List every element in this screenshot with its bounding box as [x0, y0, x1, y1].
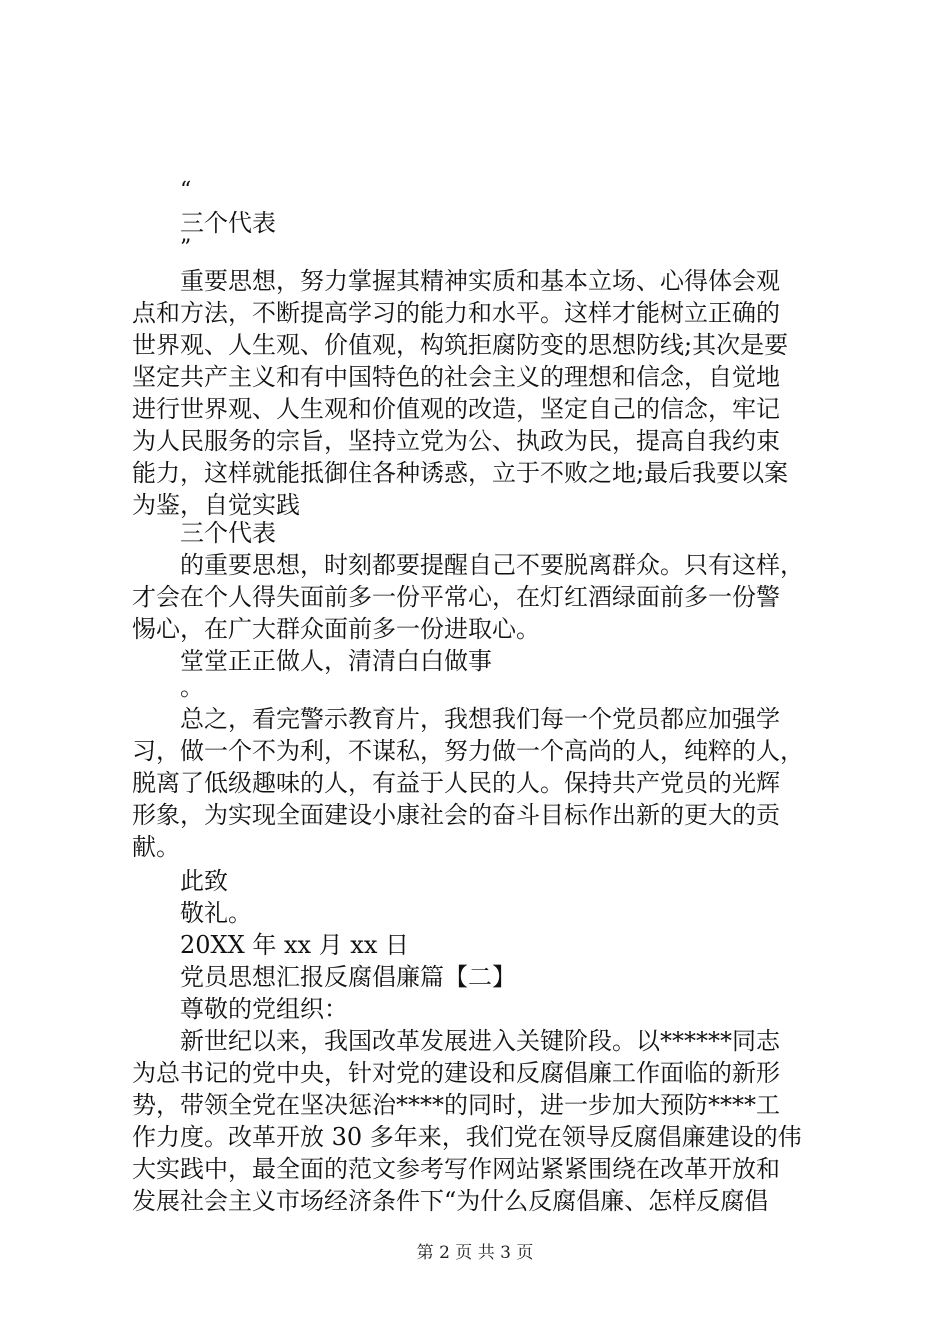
- text-line: 。: [180, 673, 204, 701]
- text-line: 大实践中，最全面的范文参考写作网站紧紧围绕在改革开放和: [132, 1155, 780, 1183]
- closing-salutation: 此致: [180, 867, 228, 895]
- text-line: 总之，看完警示教育片，我想我们每一个党员都应加强学: [180, 705, 780, 733]
- text-line: 为鉴，自觉实践: [132, 491, 300, 519]
- text-line: 作力度。改革开放 30 多年来，我们党在领导反腐倡廉建设的伟: [132, 1123, 802, 1151]
- text-line: 新世纪以来，我国改革发展进入关键阶段。以******同志: [180, 1027, 780, 1055]
- text-line: 惕心，在广大群众面前多一份进取心。: [132, 615, 540, 643]
- text-line: 世界观、人生观、价值观，构筑拒腐防变的思想防线;其次是要: [132, 331, 789, 359]
- close-quote: ”: [180, 236, 192, 261]
- text-line: 献。: [132, 833, 180, 861]
- text-line: 为总书记的党中央，针对党的建设和反腐倡廉工作面临的新形: [132, 1059, 780, 1087]
- text-line: 重要思想，努力掌握其精神实质和基本立场、心得体会观: [180, 267, 780, 295]
- text-line: 才会在个人得失面前多一份平常心，在灯红酒绿面前多一份警: [132, 583, 780, 611]
- section-title: 党员思想汇报反腐倡廉篇【二】: [180, 963, 516, 991]
- salutation: 尊敬的党组织：: [180, 995, 348, 1023]
- text-line: 坚定共产主义和有中国特色的社会主义的理想和信念，自觉地: [132, 363, 780, 391]
- text-line: 进行世界观、人生观和价值观的改造，坚定自己的信念，牢记: [132, 395, 780, 423]
- open-quote: “: [180, 178, 192, 203]
- text-line: 脱离了低级趣味的人，有益于人民的人。保持共产党员的光辉: [132, 769, 780, 797]
- text-line: 势，带领全党在坚决惩治****的同时，进一步加大预防****工: [132, 1091, 780, 1119]
- text-line: 三个代表: [180, 519, 276, 547]
- text-line: 能力，这样就能抵御住各种诱惑，立于不败之地;最后我要以案: [132, 459, 789, 487]
- page-footer: 第 2 页 共 3 页: [416, 1243, 534, 1263]
- closing-regards: 敬礼。: [180, 899, 252, 927]
- text-line: 堂堂正正做人，清清白白做事: [180, 647, 492, 675]
- text-line: 发展社会主义市场经济条件下“为什么反腐倡廉、怎样反腐倡: [132, 1187, 769, 1215]
- text-line: 三个代表: [180, 209, 276, 237]
- text-line: 为人民服务的宗旨，坚持立党为公、执政为民，提高自我约束: [132, 427, 780, 455]
- text-line: 的重要思想，时刻都要提醒自己不要脱离群众。只有这样，: [180, 551, 804, 579]
- text-line: 点和方法，不断提高学习的能力和水平。这样才能树立正确的: [132, 299, 780, 327]
- text-line: 习，做一个不为利，不谋私，努力做一个高尚的人，纯粹的人，: [132, 737, 804, 765]
- text-line: 形象，为实现全面建设小康社会的奋斗目标作出新的更大的贡: [132, 801, 780, 829]
- date-line: 20XX 年 xx 月 xx 日: [180, 931, 409, 959]
